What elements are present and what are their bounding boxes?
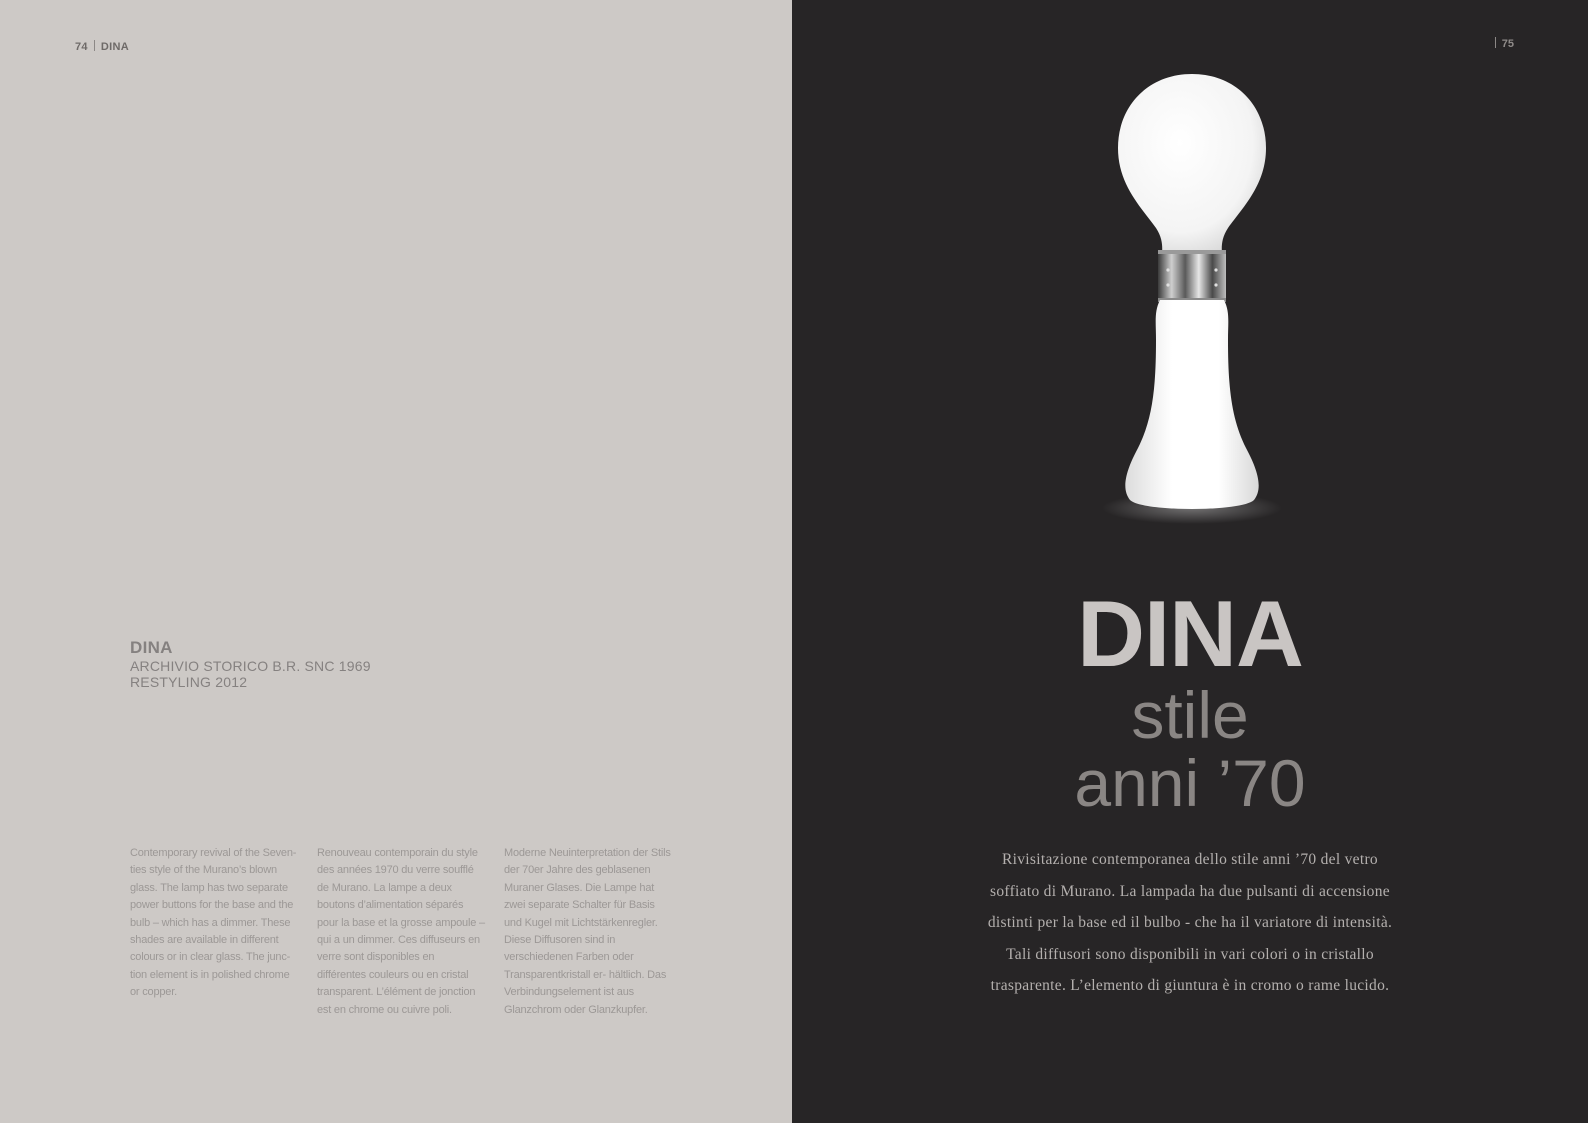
- subtitle-line-1: stile: [1131, 678, 1249, 752]
- dina-lamp-icon: [1082, 60, 1302, 540]
- subtitle-line-2: anni ’70: [1074, 746, 1306, 820]
- folio-separator: [94, 40, 95, 51]
- page-number-right: 75: [1501, 38, 1514, 50]
- product-info: [130, 638, 371, 690]
- folio-left: [75, 40, 129, 53]
- product-name: DINA: [130, 638, 173, 657]
- left-page: [0, 0, 792, 1123]
- description-french: Renouveau contemporain du style des années 1970 du verre soufflé de Murano. La lampe a deux boutons d’alimentation séparés pour la base et la grosse ampoule – qui a un dimmer. Ces diffuseurs en verre sont disponibles en différentes couleurs ou en cristal transparent. L’élément de jonction est en chrome ou cuivre poli.: [317, 847, 485, 1016]
- product-title: DINA: [1077, 581, 1303, 686]
- lamp-illustration: [1082, 60, 1302, 540]
- page-number-left: 74: [75, 41, 88, 53]
- description-italian: Rivisitazione contemporanea dello stile anni ’70 del vetro soffiato di Murano. La lampada ha due pulsanti di accensione distinti per la base ed il bulbo - che ha il variatore di intensità. Tali diffusori sono disponibili in vari colori o in cristallo trasparente. L’elemento di giuntura è in cromo o rame lucido.: [987, 851, 1393, 995]
- product-archive: ARCHIVIO STORICO B.R. SNC 1969: [130, 658, 371, 674]
- folio-right: [1495, 37, 1514, 50]
- description-english: Contemporary revival of the Seven- ties style of the Murano’s blown glass. The lamp has two separate power buttons for the base and the bulb – which has a dimmer. These shades are available in different colours or in clear glass. The junc- tion element is in polished chrome or copper.: [130, 847, 297, 999]
- right-page: [792, 0, 1588, 1123]
- description-german: Moderne Neuinterpretation der Stils der 70er Jahre des geblasenen Muraner Glases. Die Lampe hat zwei separate Schalter für Basis und Kugel mit Lichtstärkenregler. Diese Diffusoren sind in verschiedenen Farben oder Transparentkristall er- hältlich. Das Verbindungselement ist aus Glanzchrom oder Glanzkupfer.: [504, 847, 671, 1016]
- folio-section: DINA: [100, 41, 129, 53]
- product-restyling: RESTYLING 2012: [130, 674, 248, 690]
- folio-separator: [1495, 37, 1496, 48]
